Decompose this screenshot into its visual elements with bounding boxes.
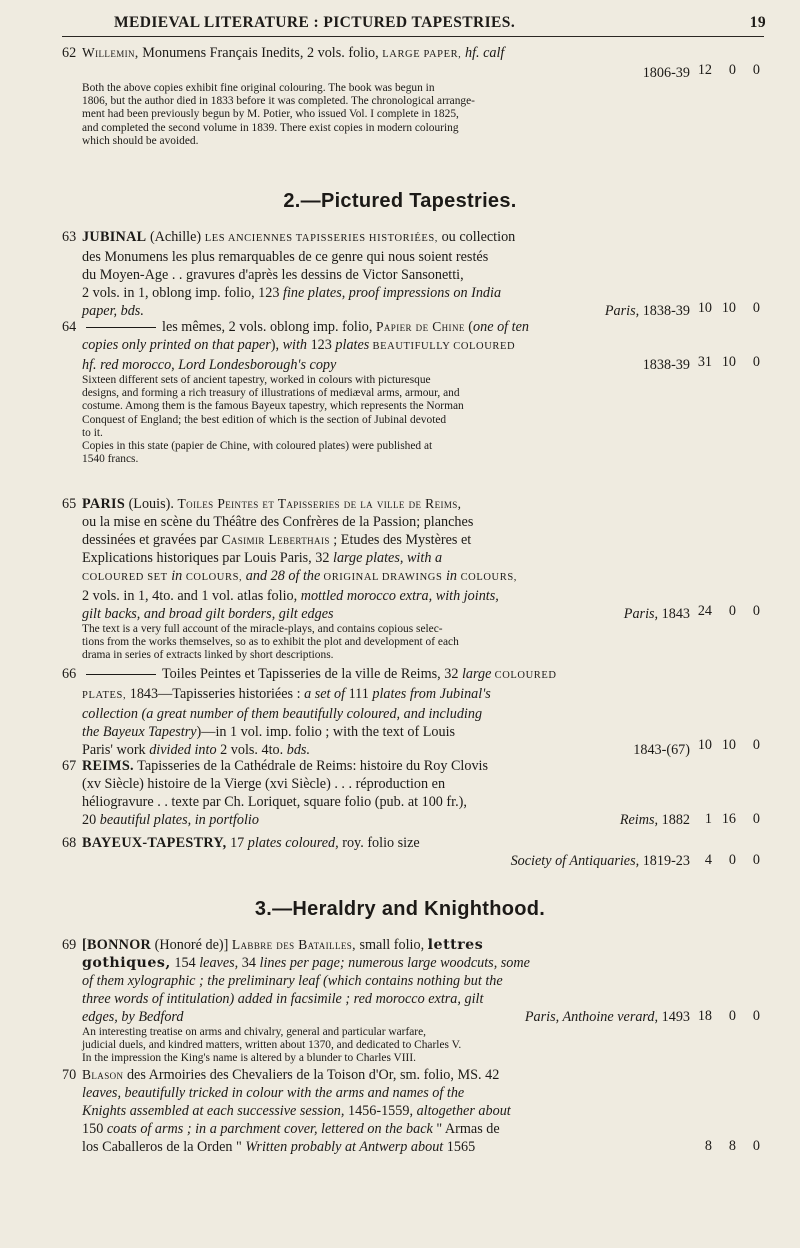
entry-text: altogether about <box>416 1103 511 1119</box>
entry-author: PARIS <box>82 496 126 512</box>
price-shillings: 8 <box>728 1138 736 1154</box>
page-number: 19 <box>749 14 766 31</box>
entry-note: to it. <box>82 426 103 439</box>
entry-text: des Armoiries des Chevaliers de la Toison d'Or, sm. folio, MS. 42 <box>123 1067 500 1083</box>
entry-note: which should be avoided. <box>82 134 199 147</box>
entry-place: Paris, Anthoine verard, <box>524 1009 659 1025</box>
entry-text: ORIGINAL DRAWINGS <box>320 572 443 583</box>
entry-author: BAYEUX-TAPESTRY, <box>82 835 227 851</box>
entry-date: 1843 <box>658 606 690 622</box>
entry-text: 154 <box>170 955 200 971</box>
entry-text: Monumens Français Inedits, 2 vols. folio, <box>138 45 383 61</box>
entry-text: copies only printed on that paper <box>82 337 271 353</box>
entry-price-62 <box>694 62 764 79</box>
entry-price-65 <box>694 603 764 620</box>
entry-text: small folio, <box>355 937 428 953</box>
entry-text: LES ANCIENNES TAPISSERIES HISTORIÉES, <box>204 233 439 244</box>
entry-date: 1838-39 <box>642 357 690 373</box>
entry-text: Toiles Peintes et Tapisseries de la ville de Reims, <box>177 496 462 511</box>
ditto-dash <box>86 674 156 675</box>
entry-text: coats of arms ; in a parchment cover, lettered on the back <box>106 1121 433 1137</box>
entry-note: drama in series of extracts linked by short descriptions. <box>82 649 334 662</box>
entry-text: COLOURS, <box>460 572 518 583</box>
entry-note: Both the above copies exhibit fine original colouring. The book was begun in <box>82 82 435 94</box>
entry-note: 1540 francs. <box>82 453 139 466</box>
entry-text: BEAUTIFULLY COLOURED <box>369 341 516 352</box>
entry-text: leaves, beautifully tricked in colour with the arms and names of the <box>82 1085 465 1101</box>
entry-text: (Louis). <box>125 496 178 512</box>
price-pence: 0 <box>752 1138 760 1154</box>
price-pounds: 8 <box>704 1138 712 1154</box>
entry-note: In the impression the King's name is altered by a blunder to Charles VIII. <box>82 1052 416 1065</box>
price-pounds: 12 <box>697 62 712 78</box>
entry-text: hf. calf <box>461 45 505 61</box>
entry-author: JUBINAL <box>82 229 147 245</box>
entry-text: three words of intitulation) added in facsimile ; red morocco extra, gilt <box>82 991 484 1007</box>
price-pounds: 24 <box>697 603 712 619</box>
entry-text: ( <box>464 319 474 335</box>
entry-text: beautiful plates, in portfolio <box>99 812 259 828</box>
entry-text: fine plates, proof impressions on India <box>283 285 502 301</box>
entry-text: collection (a great number of them beautifully coloured, and including <box>82 706 483 722</box>
price-pence: 0 <box>752 300 760 316</box>
price-pence: 0 <box>752 62 760 78</box>
entry-text: plates <box>335 337 370 353</box>
catalogue-entry-69 <box>62 936 690 1066</box>
entry-price-67 <box>694 811 764 828</box>
price-shillings: 0 <box>728 62 736 78</box>
entry-text: 1456-1559, <box>344 1103 417 1119</box>
entry-text: and 28 <box>242 568 289 584</box>
entry-text: in <box>442 568 461 584</box>
entry-number: 69 <box>62 937 77 953</box>
entry-text: Papier de Chine <box>375 319 465 334</box>
entry-date: 1843-(67) <box>633 742 690 758</box>
entry-note: designs, and forming a rich treasury of illustrations of mediæval arms, armour, and <box>82 387 460 400</box>
entry-note: costume. Among them is the famous Bayeux tapestry, which represents the Norman <box>82 400 464 413</box>
entry-text: dessinées et gravées par <box>82 532 222 548</box>
entry-text: COLOURED <box>491 670 557 681</box>
entry-price-68 <box>694 852 764 869</box>
entry-number: 65 <box>62 496 77 512</box>
entry-author: Willemin, <box>82 45 139 60</box>
entry-text: with <box>282 337 308 353</box>
entry-date: 1493 <box>658 1009 690 1025</box>
entry-number: 68 <box>62 835 77 851</box>
entry-text: edges, by Bedford <box>82 1009 184 1025</box>
catalogue-entry-63 <box>62 228 690 320</box>
entry-price-66 <box>694 737 764 754</box>
entry-number: 67 <box>62 758 77 774</box>
entry-text: lines per page; numerous large woodcuts, some <box>259 955 530 971</box>
entry-text: ou la mise en scène du Théâtre des Confrères de la Passion; planches <box>82 514 474 530</box>
entry-text: 150 <box>82 1121 107 1137</box>
section-title-tapestries: 2.—Pictured Tapestries. <box>283 190 517 212</box>
entry-text: ou collection <box>438 229 516 245</box>
entry-note: Sixteen different sets of ancient tapestry, worked in colours with picturesque <box>82 374 431 386</box>
price-pounds: 10 <box>697 300 712 316</box>
entry-place: Society of Antiquaries, <box>510 853 640 869</box>
entry-text: one of ten <box>473 319 529 335</box>
header-rule <box>62 36 764 37</box>
entry-place: Paris, <box>604 303 640 319</box>
entry-text: Explications historiques par Louis Paris, 32 <box>82 550 334 566</box>
entry-text: a set of <box>304 686 346 702</box>
catalogue-entry-65 <box>62 495 690 663</box>
entry-date: 1806-39 <box>642 65 690 81</box>
entry-text: Casimir Leberthais <box>221 532 330 547</box>
entry-number: 63 <box>62 229 77 245</box>
entry-text: les mêmes, 2 vols. oblong imp. folio, <box>162 319 376 335</box>
entry-text: gothiques, <box>82 955 171 971</box>
entry-text: (xv Siècle) histoire de la Vierge (xvi Siècle) . . . réproduction en <box>82 776 446 792</box>
entry-text: 34 <box>238 955 260 971</box>
entry-author: Blason <box>82 1067 124 1082</box>
price-pence: 0 <box>752 1008 760 1024</box>
entry-text: 2 vols. in 1, 4to. and 1 vol. atlas folio, <box>82 588 301 604</box>
entry-text: 123 <box>307 337 336 353</box>
entry-text: Tapisseries de la Cathédrale de Reims: histoire du Roy Clovis <box>133 758 489 774</box>
entry-text: ), <box>270 337 283 353</box>
entry-date: 1838-39 <box>639 303 690 319</box>
entry-text: mottled morocco extra, with joints, <box>300 588 499 604</box>
entry-text: of the <box>288 568 321 584</box>
price-pence: 0 <box>752 737 760 753</box>
entry-text: 111 <box>345 686 373 702</box>
entry-text: 2 vols. 4to. <box>216 742 287 758</box>
entry-text: large <box>461 666 492 682</box>
entry-text: (Achille) <box>146 229 205 245</box>
entry-price-69 <box>694 1008 764 1025</box>
entry-text: Paris' work <box>82 742 150 758</box>
entry-number: 66 <box>62 666 77 682</box>
entry-text: Labbre des Batailles, <box>231 937 356 952</box>
entry-text: plates coloured, <box>247 835 339 851</box>
entry-text: los Caballeros de la Orden " <box>82 1139 246 1155</box>
entry-text: paper, bds. <box>82 303 144 319</box>
entry-text: leaves, <box>199 955 239 971</box>
entry-text: ; Etudes des Mystères et <box>329 532 472 548</box>
entry-price-64 <box>694 354 764 371</box>
entry-text: bds. <box>286 742 310 758</box>
entry-text: lettres <box>427 937 484 953</box>
price-shillings: 10 <box>721 300 736 316</box>
entry-text: 17 <box>226 835 248 851</box>
entry-text: 20 <box>82 812 100 828</box>
entry-price-70 <box>694 1138 764 1155</box>
entry-text: 2 vols. in 1, oblong imp. folio, 123 <box>82 285 283 301</box>
catalogue-entry-68 <box>62 834 690 870</box>
entry-text: (Honoré de)] <box>151 937 232 953</box>
entry-text: of them xylographic ; the preliminary leaf (which contains nothing but the <box>82 973 503 989</box>
entry-place: Reims, <box>619 812 659 828</box>
price-pounds: 10 <box>697 737 712 753</box>
price-pence: 0 <box>752 811 760 827</box>
entry-price-63 <box>694 300 764 317</box>
price-pence: 0 <box>752 354 760 370</box>
catalogue-entry-70 <box>62 1066 690 1156</box>
entry-text: des Monumens les plus remarquables de ce genre qui nous soient restés <box>82 249 489 265</box>
entry-note: An interesting treatise on arms and chivalry, general and particular warfare, <box>82 1026 426 1038</box>
entry-text: plates from Jubinal's <box>372 686 491 702</box>
entry-note: Conquest of England; the best edition of which is the section of Jubinal devoted <box>82 413 447 426</box>
entry-text: Written probably at Antwerp about <box>245 1139 444 1155</box>
entry-text: Knights assembled at each successive session, <box>82 1103 345 1119</box>
entry-date: 1565 <box>443 1139 476 1155</box>
entry-text: 1843—Tapisseries historiées : <box>126 686 305 702</box>
entry-text: )—in 1 vol. imp. folio ; with the text of Louis <box>196 724 456 740</box>
entry-text: du Moyen-Age . . gravures d'après les dessins de Victor Sansonetti, <box>82 267 464 283</box>
price-pounds: 18 <box>697 1008 712 1024</box>
price-shillings: 10 <box>721 737 736 753</box>
entry-note: 1806, but the author died in 1833 before it was completed. The chronological arrange- <box>82 95 475 108</box>
entry-author: [BONNOR <box>82 937 152 953</box>
entry-text: héliogravure . . texte par Ch. Loriquet, square folio (pub. at 100 fr.), <box>82 794 467 810</box>
price-pence: 0 <box>752 852 760 868</box>
entry-note: judicial duels, and kindred matters, written about 1370, and dedicated to Charles V. <box>82 1039 462 1052</box>
price-shillings: 16 <box>721 811 736 827</box>
entry-text: hf. red morocco, Lord Londesborough's copy <box>82 357 337 373</box>
entry-note: Copies in this state (papier de Chine, with coloured plates) were published at <box>82 440 433 453</box>
price-pence: 0 <box>752 603 760 619</box>
catalogue-entry-67 <box>62 757 690 829</box>
entry-author: REIMS. <box>82 758 134 774</box>
price-pounds: 31 <box>697 354 712 370</box>
catalogue-entry-64 <box>62 318 690 466</box>
entry-note: ment had been previously begun by M. Potier, who issued Vol. I complete in 1825, <box>82 108 459 121</box>
entry-number: 70 <box>62 1067 77 1083</box>
entry-note: and completed the second volume in 1839. There exist copies in modern colouring <box>82 121 459 134</box>
price-shillings: 10 <box>721 354 736 370</box>
price-shillings: 0 <box>728 1008 736 1024</box>
entry-number: 64 <box>62 319 77 335</box>
running-head <box>62 14 766 36</box>
entry-text: divided into <box>149 742 217 758</box>
entry-text: in <box>167 568 186 584</box>
entry-date: 1882 <box>658 812 690 828</box>
entry-text: Toiles Peintes et Tapisseries de la ville de Reims, 32 <box>162 666 462 682</box>
entry-place: Paris, <box>623 606 659 622</box>
price-shillings: 0 <box>728 603 736 619</box>
entry-text: COLOURS, <box>185 572 243 583</box>
price-pounds: 1 <box>704 811 712 827</box>
catalogue-entry-66 <box>62 665 690 759</box>
section-title-heraldry: 3.—Heraldry and Knighthood. <box>254 898 546 920</box>
entry-text: " Armas de <box>432 1121 500 1137</box>
entry-text: COLOURED SET <box>82 572 168 583</box>
running-head-title: MEDIEVAL LITERATURE : PICTURED TAPESTRIES. <box>114 14 516 31</box>
price-shillings: 0 <box>728 852 736 868</box>
entry-note: tions from the works themselves, so as to exhibit the plot and development of each <box>82 636 459 649</box>
entry-text: roy. folio size <box>338 835 420 851</box>
entry-text: the Bayeux Tapestry <box>82 724 197 740</box>
price-pounds: 4 <box>704 852 712 868</box>
entry-text: LARGE PAPER, <box>382 49 462 60</box>
entry-date: 1819-23 <box>639 853 690 869</box>
entry-text: large plates, with a <box>333 550 443 566</box>
entry-number: 62 <box>62 45 77 61</box>
entry-note: The text is a very full account of the miracle-plays, and contains copious selec- <box>82 623 443 635</box>
ditto-dash <box>86 327 156 328</box>
entry-text: PLATES, <box>82 690 127 701</box>
catalogue-entry-62 <box>62 44 690 148</box>
entry-text: gilt backs, and broad gilt borders, gilt edges <box>82 606 334 622</box>
